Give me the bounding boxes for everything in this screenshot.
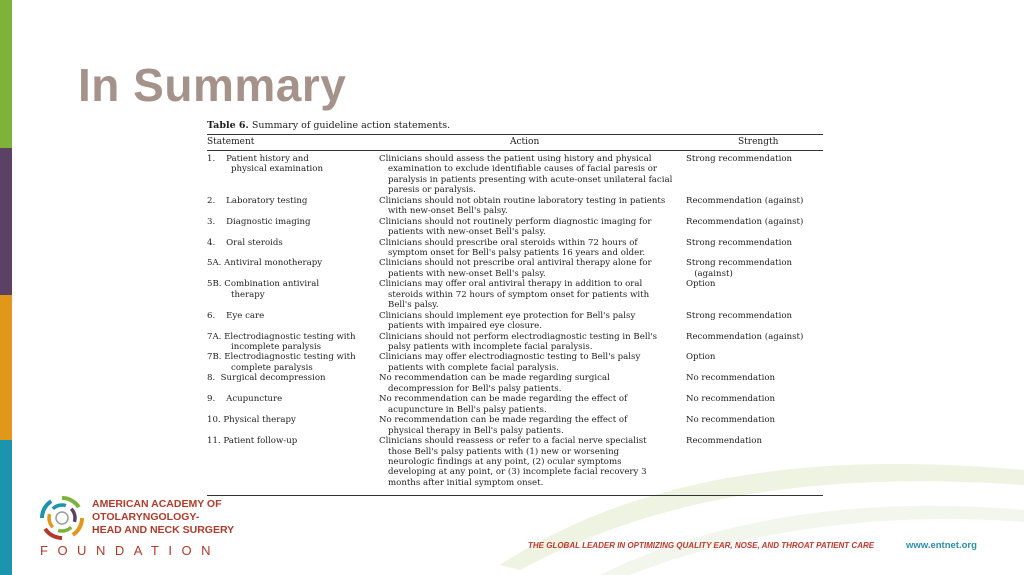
cell-action bbox=[379, 373, 679, 394]
cell-statement bbox=[207, 352, 377, 373]
strength-line: No recommendation bbox=[686, 394, 776, 405]
statement-line: complete paralysis bbox=[231, 362, 313, 373]
table-row bbox=[207, 279, 823, 310]
cell-strength bbox=[686, 415, 826, 425]
statement-line: 7A. Electrodiagnostic testing with bbox=[207, 331, 356, 342]
strength-line: Option bbox=[686, 352, 716, 363]
action-line: palsy patients with incomplete facial paralysis. bbox=[388, 342, 593, 353]
cell-statement bbox=[207, 279, 377, 300]
cell-statement bbox=[207, 436, 377, 446]
table-row bbox=[207, 352, 823, 373]
cell-strength bbox=[686, 154, 826, 164]
strength-line: No recommendation bbox=[686, 373, 776, 384]
cell-strength bbox=[686, 373, 826, 383]
header-statement: Statement bbox=[207, 137, 255, 147]
cell-statement bbox=[207, 217, 377, 227]
table-row bbox=[207, 332, 823, 353]
statement-line: 7B. Electrodiagnostic testing with bbox=[207, 352, 356, 363]
aao-hns-foundation-swirl-logo bbox=[40, 496, 84, 540]
table-row bbox=[207, 394, 823, 415]
strength-line: Recommendation (against) bbox=[686, 216, 804, 227]
strength-line: Option bbox=[686, 279, 716, 290]
slide-title: In Summary bbox=[78, 59, 347, 111]
statement-line: incomplete paralysis bbox=[231, 342, 322, 353]
header-strength: Strength bbox=[738, 137, 779, 147]
action-line: physical therapy in Bell's palsy patients. bbox=[388, 425, 564, 436]
action-line: examination to exclude identifiable causes of facial paresis or bbox=[388, 164, 658, 175]
strength-line: No recommendation bbox=[686, 415, 776, 426]
table-caption: Table 6. Summary of guideline action statements. bbox=[207, 120, 451, 131]
cell-statement bbox=[207, 332, 377, 353]
action-line: Clinicians may offer electrodiagnostic testing to Bell's palsy bbox=[379, 352, 641, 363]
cell-statement bbox=[207, 258, 377, 268]
left-band-teal bbox=[0, 440, 12, 575]
cell-strength bbox=[686, 311, 826, 321]
action-line: with new-onset Bell's palsy. bbox=[388, 206, 508, 217]
cell-strength bbox=[686, 394, 826, 404]
strength-line: Strong recommendation bbox=[686, 258, 793, 269]
action-line: decompression for Bell's palsy patients. bbox=[388, 383, 562, 394]
cell-statement bbox=[207, 238, 377, 248]
cell-strength bbox=[686, 279, 826, 289]
cell-action bbox=[379, 394, 679, 415]
left-band-purple bbox=[0, 148, 12, 295]
action-line: Clinicians should assess the patient using history and physical bbox=[379, 154, 652, 164]
action-line: Clinicians may offer oral antiviral therapy in addition to oral bbox=[379, 279, 643, 290]
table-header-rule bbox=[207, 150, 823, 151]
action-line: those Bell's palsy patients with (1) new or worsening bbox=[388, 446, 620, 457]
strength-line: Recommendation (against) bbox=[686, 195, 804, 206]
statement-line: physical examination bbox=[231, 164, 323, 175]
left-band-green bbox=[0, 0, 12, 148]
cell-statement bbox=[207, 311, 377, 321]
table-row bbox=[207, 196, 823, 217]
statement-line: 11. Patient follow-up bbox=[207, 436, 298, 447]
cell-action bbox=[379, 196, 679, 217]
cell-statement bbox=[207, 154, 377, 175]
action-line: steroids within 72 hours of symptom onset for patients with bbox=[388, 289, 650, 300]
statement-line: 4. Oral steroids bbox=[207, 237, 283, 248]
statement-line: 9. Acupuncture bbox=[207, 394, 283, 405]
statement-line: 10. Physical therapy bbox=[207, 415, 296, 426]
table-bottom-rule bbox=[207, 495, 823, 496]
table-row bbox=[207, 311, 823, 332]
table-row bbox=[207, 415, 823, 436]
strength-line: Recommendation (against) bbox=[686, 331, 804, 342]
cell-strength bbox=[686, 436, 826, 446]
foundation-wordmark: FOUNDATION bbox=[40, 543, 220, 558]
table-row bbox=[207, 154, 823, 196]
table-row bbox=[207, 217, 823, 238]
action-line: Bell's palsy. bbox=[388, 300, 439, 311]
table-body bbox=[207, 154, 823, 488]
website-link[interactable]: www.entnet.org bbox=[906, 540, 977, 551]
footer-tagline: THE GLOBAL LEADER IN OPTIMIZING QUALITY EAR, NOSE, AND THROAT PATIENT CARE bbox=[528, 541, 875, 550]
cell-strength bbox=[686, 258, 826, 279]
cell-action bbox=[379, 238, 679, 259]
action-line: patients with complete facial paralysis. bbox=[388, 362, 559, 373]
action-line: paralysis in patients presenting with acute-onset unilateral facial bbox=[388, 174, 673, 185]
action-line: Clinicians should not prescribe oral antiviral therapy alone for bbox=[379, 258, 652, 269]
cell-strength bbox=[686, 217, 826, 227]
action-line: patients with new-onset Bell's palsy. bbox=[388, 268, 546, 279]
action-line: No recommendation can be made regarding the effect of bbox=[379, 394, 628, 405]
action-line: neurologic findings at any point, (2) ocular symptoms bbox=[388, 456, 622, 467]
statement-line: 1. Patient history and bbox=[207, 154, 309, 164]
strength-line: Strong recommendation bbox=[686, 237, 793, 248]
table-row bbox=[207, 238, 823, 259]
action-line: symptom onset for Bell's palsy patients 16 years and older. bbox=[388, 248, 646, 259]
header-action: Action bbox=[510, 137, 540, 147]
table-row bbox=[207, 258, 823, 279]
left-band-orange bbox=[0, 295, 12, 440]
cell-action bbox=[379, 154, 679, 196]
action-line: No recommendation can be made regarding the effect of bbox=[379, 415, 628, 426]
action-line: No recommendation can be made regarding surgical bbox=[379, 373, 610, 384]
table-header bbox=[207, 135, 823, 150]
action-line: Clinicians should reassess or refer to a facial nerve specialist bbox=[379, 436, 647, 447]
statement-line: 3. Diagnostic imaging bbox=[207, 216, 311, 227]
statement-line: 2. Laboratory testing bbox=[207, 195, 308, 206]
action-line: patients with impaired eye closure. bbox=[388, 321, 542, 332]
statement-line: 5B. Combination antiviral bbox=[207, 279, 320, 290]
statement-line: 6. Eye care bbox=[207, 310, 265, 321]
cell-strength bbox=[686, 196, 826, 206]
table-row bbox=[207, 373, 823, 394]
cell-statement bbox=[207, 196, 377, 206]
guideline-table bbox=[207, 120, 823, 496]
action-line: Clinicians should not obtain routine laboratory testing in patients bbox=[379, 195, 666, 206]
action-line: Clinicians should not routinely perform diagnostic imaging for bbox=[379, 216, 652, 227]
table-row bbox=[207, 436, 823, 488]
org-name: AMERICAN ACADEMY OF OTOLARYNGOLOGY- HEAD AND NECK SURGERY bbox=[92, 498, 235, 536]
cell-action bbox=[379, 332, 679, 353]
cell-strength bbox=[686, 352, 826, 362]
cell-action bbox=[379, 279, 679, 310]
strength-line: Recommendation bbox=[686, 436, 762, 447]
action-line: Clinicians should implement eye protection for Bell's palsy bbox=[379, 310, 636, 321]
cell-statement bbox=[207, 373, 377, 383]
cell-strength bbox=[686, 332, 826, 342]
action-line: developing at any point, or (3) incomplete facial recovery 3 bbox=[388, 467, 647, 478]
cell-action bbox=[379, 217, 679, 238]
strength-line: Strong recommendation bbox=[686, 154, 793, 164]
cell-action bbox=[379, 311, 679, 332]
cell-strength bbox=[686, 238, 826, 248]
cell-statement bbox=[207, 415, 377, 425]
statement-line: 8. Surgical decompression bbox=[207, 373, 326, 384]
action-line: patients with new-onset Bell's palsy. bbox=[388, 227, 546, 238]
action-line: paresis or paralysis. bbox=[388, 185, 476, 196]
action-line: Clinicians should not perform electrodiagnostic testing in Bell's bbox=[379, 331, 658, 342]
action-line: Clinicians should prescribe oral steroids within 72 hours of bbox=[379, 237, 638, 248]
strength-line: (against) bbox=[686, 268, 733, 279]
action-line: acupuncture in Bell's palsy patients. bbox=[388, 404, 547, 415]
statement-line: 5A. Antiviral monotherapy bbox=[207, 258, 323, 269]
action-line: months after initial symptom onset. bbox=[388, 477, 544, 488]
statement-line: therapy bbox=[231, 289, 265, 300]
cell-action bbox=[379, 436, 679, 488]
cell-statement bbox=[207, 394, 377, 404]
cell-action bbox=[379, 415, 679, 436]
cell-action bbox=[379, 258, 679, 279]
strength-line: Strong recommendation bbox=[686, 310, 793, 321]
cell-action bbox=[379, 352, 679, 373]
